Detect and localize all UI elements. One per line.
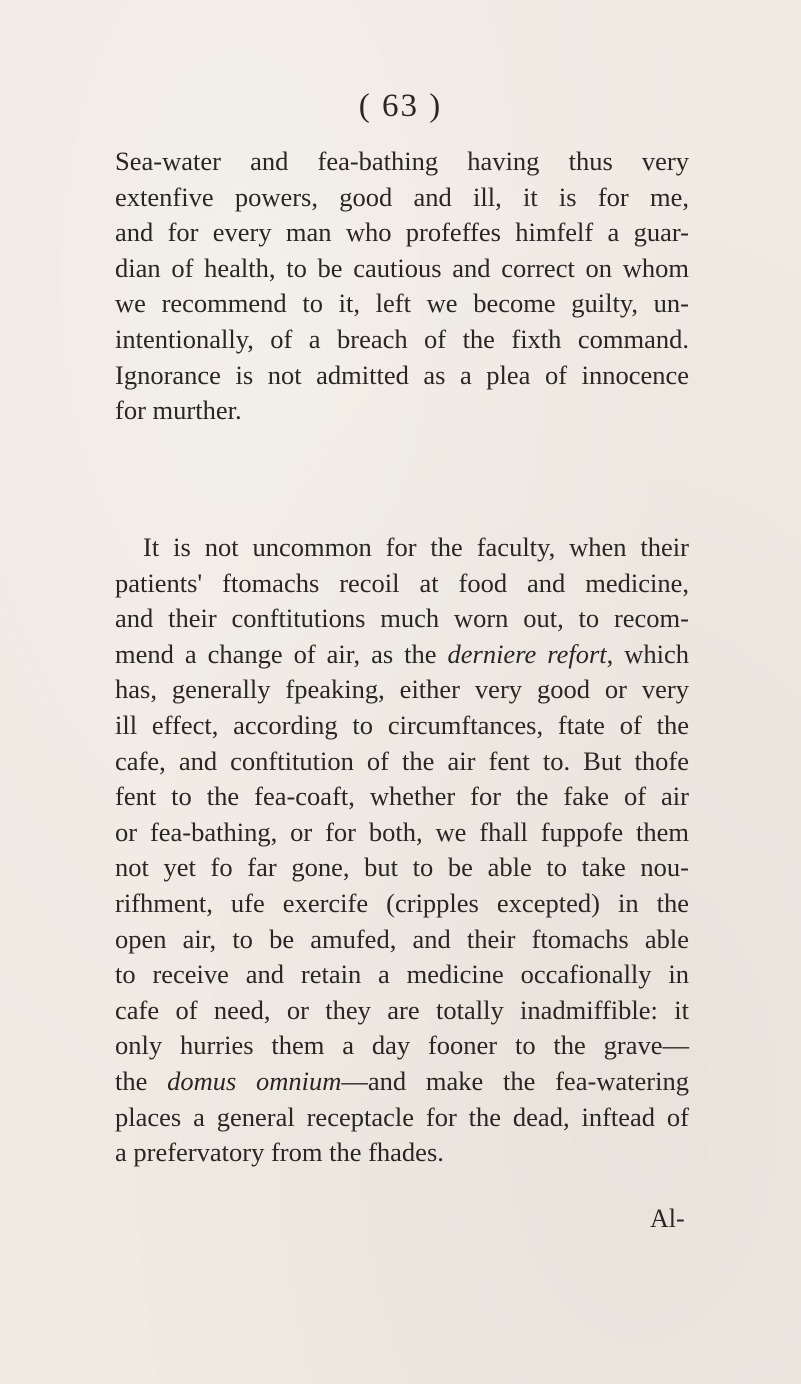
text-line: intentionally, of a breach of the fixth command. [115, 323, 689, 354]
text-line: dian of health, to be cautious and correct on whom [115, 252, 689, 283]
paragraph-1 [115, 144, 689, 429]
text-line: open air, to be amufed, and their ftomachs able [115, 923, 689, 954]
text-segment: —and make the fea-watering [341, 1065, 689, 1096]
catchword: Al- [650, 1204, 685, 1233]
text-line: has, generally fpeaking, either very good or very [115, 674, 689, 705]
text-line: and for every man who profeffes himfelf a guar- [115, 217, 689, 248]
text-line: fent to the fea-coaft, whether for the fake of air [115, 781, 689, 812]
text-line: to receive and retain a medicine occafionally in [115, 959, 689, 990]
text-line: patients' ftomachs recoil at food and medicine, [115, 567, 689, 598]
text-line: not yet fo far gone, but to be able to take nou- [115, 852, 689, 883]
text-line: Sea-water and fea-bathing having thus very [115, 146, 689, 176]
text-line: cafe of need, or they are totally inadmiffible: it [115, 994, 689, 1025]
text-segment: mend a change of air, as the [115, 638, 448, 669]
text-segment: the [115, 1065, 168, 1096]
text-line: ill effect, according to circumftances, ftate of the [115, 709, 689, 740]
text-line: a prefervatory from the fhades. [115, 1137, 444, 1168]
text-line: places a general receptacle for the dead, inftead of [115, 1101, 689, 1132]
text-line [115, 637, 689, 673]
italic-phrase: domus omnium [167, 1065, 342, 1096]
text-segment: , which [606, 638, 689, 669]
text-line: Ignorance is not admitted as a plea of innocence [115, 359, 689, 390]
text-line: and their conftitutions much worn out, to recom- [115, 603, 689, 634]
text-line: cafe, and conftitution of the air fent to. But thofe [115, 745, 689, 776]
page-number: ( 63 ) [358, 88, 443, 124]
text-line: or fea-bathing, or for both, we fhall fuppofe them [115, 816, 689, 847]
text-line: only hurries them a day fooner to the grave— [115, 1030, 689, 1061]
text-line: for murther. [115, 395, 242, 426]
text-line: extenfive powers, good and ill, it is for me, [115, 181, 689, 212]
text-line: we recommend to it, left we become guilty, un- [115, 288, 689, 319]
text-line [115, 1064, 689, 1100]
text-line: rifhment, ufe exercife (cripples excepted) in the [115, 887, 689, 918]
text-line: It is not uncommon for the faculty, when their [143, 532, 689, 562]
italic-phrase: derniere refort [447, 638, 607, 669]
paragraph-2 [115, 530, 689, 1171]
